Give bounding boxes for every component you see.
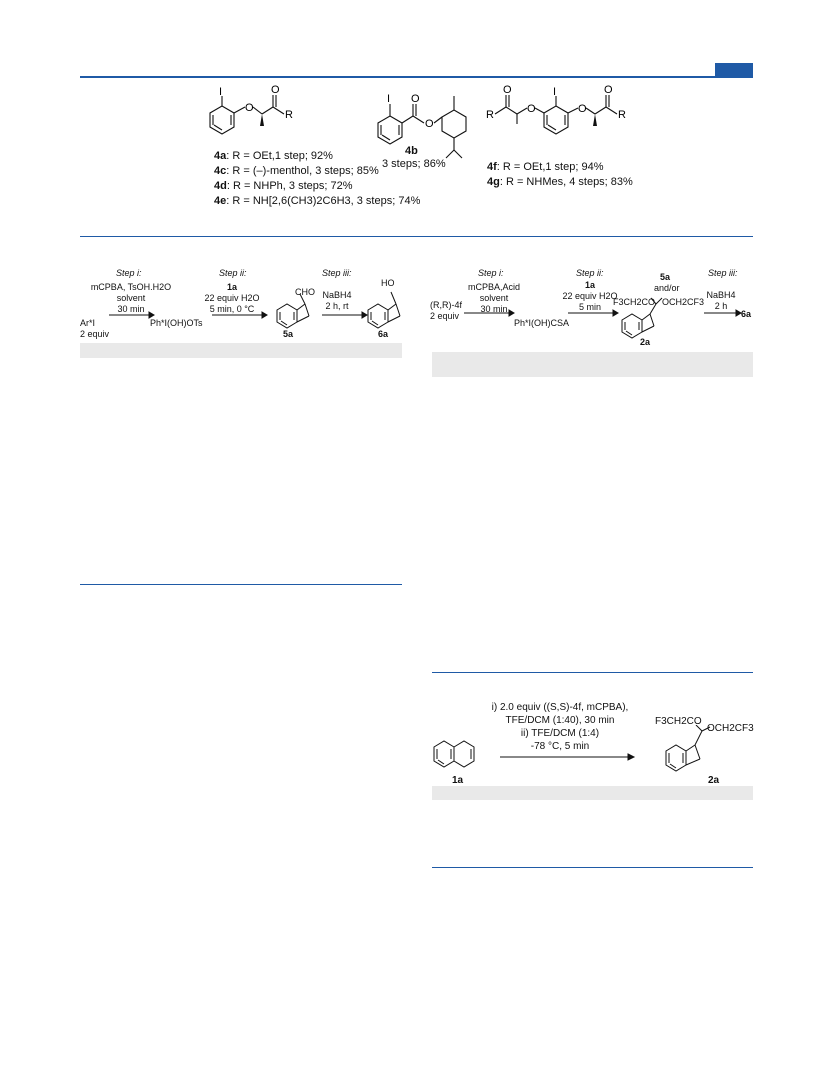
compound-4e: 4e: R = NH[2,6(CH3)2C6H3, 3 steps; 74%: [214, 195, 421, 207]
right-final-label: 6a: [741, 309, 752, 319]
atom-o-4a: O: [245, 102, 254, 114]
atom-r2-4f: R: [618, 109, 626, 121]
right-start: (R,R)-4f 2 equiv: [430, 300, 462, 321]
atom-i-4f: I: [553, 86, 557, 98]
right-scheme-graphics: [430, 290, 753, 345]
atom-r-4f: R: [486, 109, 494, 121]
left-product2-label: 6a: [378, 329, 389, 339]
right-product-right-group: OCH2CF3: [662, 297, 705, 307]
compound-4d: 4d: R = NHPh, 3 steps; 72%: [214, 180, 353, 192]
compound-list-right: [487, 160, 633, 190]
caption-bar-bottom: [432, 786, 753, 800]
atom-o-4f: O: [527, 103, 536, 115]
bottom-product-left-group: F3CH2CO: [655, 716, 702, 727]
left-intermediate: Ph*I(OH)OTs: [150, 318, 203, 328]
atom-r-4a: R: [285, 109, 293, 121]
compound-4f: 4f: R = OEt,1 step; 94%: [487, 161, 604, 173]
atom-o2-4b: O: [425, 118, 434, 130]
caption-bar-left: [80, 343, 402, 358]
compound-4c: 4c: R = (–)-menthol, 3 steps; 85%: [214, 165, 379, 177]
right-step2-label: Step ii:: [576, 268, 604, 278]
right-reagent3: NaBH4 2 h: [706, 290, 736, 311]
bottom-start-label: 1a: [452, 775, 464, 786]
left-product2-group: HO: [381, 278, 395, 288]
atom-o4-4f: O: [604, 84, 613, 96]
bottom-product-right-group: OCH2CF3: [707, 723, 754, 734]
section-rule-left-mid: [80, 584, 402, 585]
right-reagent2: 1a 22 equiv H2O 5 min: [562, 280, 618, 312]
page-badge: [715, 63, 753, 78]
left-step3-label: Step iii:: [322, 268, 352, 278]
section-rule-top: [80, 236, 753, 237]
section-rule-right-mid: [432, 672, 753, 673]
atom-o2-4f: O: [578, 103, 587, 115]
right-product-top-label: 5a: [660, 272, 671, 282]
atom-o-4b: O: [411, 93, 420, 105]
right-step3-label: Step iii:: [708, 268, 738, 278]
left-product1-label: 5a: [283, 329, 294, 339]
bottom-product-label: 2a: [708, 775, 720, 786]
left-reagent3: NaBH4 2 h, rt: [322, 290, 352, 311]
header-rule: [80, 76, 753, 78]
left-step1-label: Step i:: [116, 268, 142, 278]
compound-4b-label: 4b: [405, 145, 418, 157]
right-product-and: and/or: [654, 283, 680, 293]
right-intermediate: Ph*I(OH)CSA: [514, 318, 570, 328]
left-start: Ar*I 2 equiv: [80, 318, 110, 339]
atom-o3-4f: O: [503, 84, 512, 96]
compound-4g: 4g: R = NHMes, 4 steps; 83%: [487, 176, 633, 188]
compound-4a: 4a: R = OEt,1 step; 92%: [214, 150, 333, 162]
bottom-scheme-graphics: [430, 725, 753, 780]
left-step2-label: Step ii:: [219, 268, 247, 278]
left-reagent2: 1a 22 equiv H2O 5 min, 0 °C: [204, 282, 260, 314]
atom-o2-4a: O: [271, 84, 280, 96]
right-product-label: 2a: [640, 337, 651, 347]
section-rule-right-bottom: [432, 867, 753, 868]
right-reagent1: mCPBA,Acid solvent 30 min: [467, 282, 520, 314]
left-reagent1: mCPBA, TsOH.H2O solvent 30 min: [90, 282, 172, 314]
left-scheme-graphics: [80, 290, 402, 340]
atom-i-4a: I: [219, 86, 223, 98]
compound-4b-yield: 3 steps; 86%: [382, 158, 446, 170]
bottom-conditions: i) 2.0 equiv ((S,S)-4f, mCPBA), TFE/DCM (1:40), 30 min ii) TFE/DCM (1:4) -78 °C, 5 min: [491, 702, 629, 752]
left-product1-group: CHO: [295, 287, 315, 297]
atom-i-4b: I: [387, 93, 391, 105]
right-step1-label: Step i:: [478, 268, 504, 278]
right-product-left-group: F3CH2CO: [613, 297, 656, 307]
caption-bar-right: [432, 352, 753, 377]
